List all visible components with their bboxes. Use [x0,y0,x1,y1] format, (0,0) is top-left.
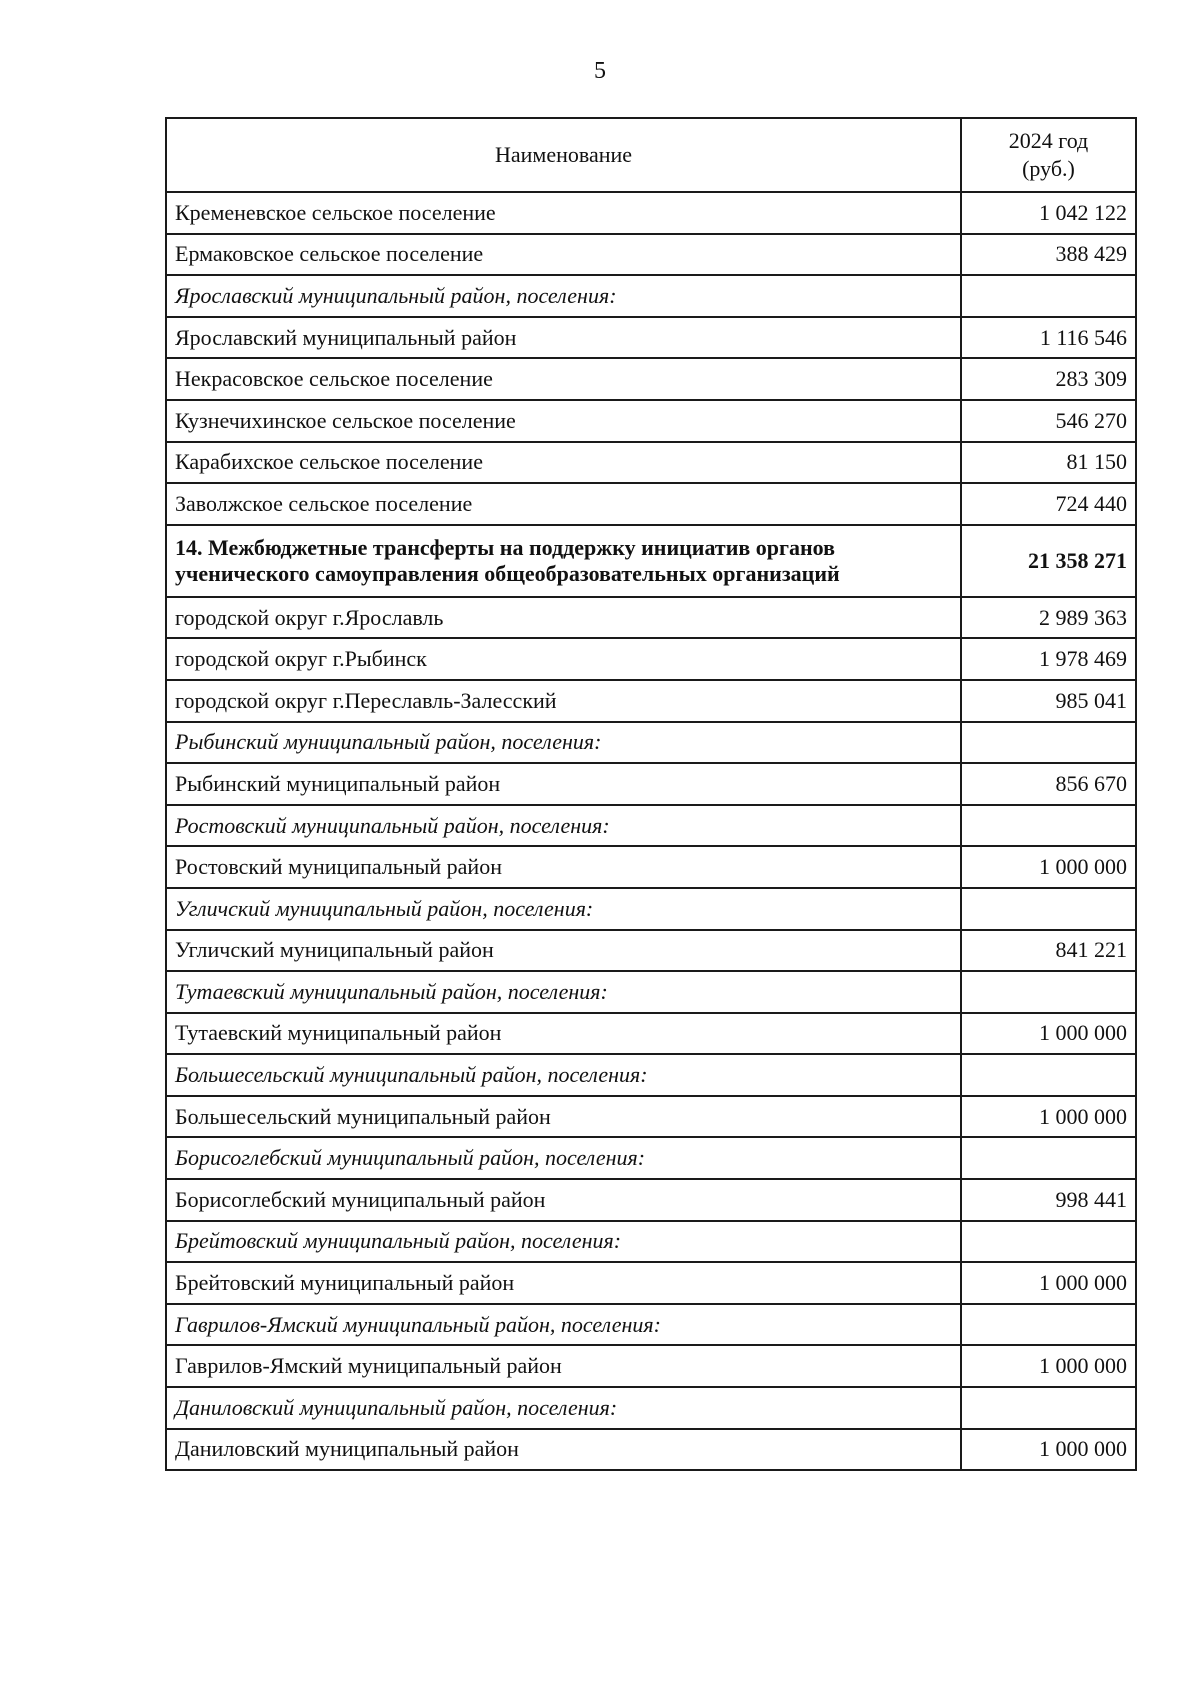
row-value-cell [961,1387,1136,1429]
row-value-cell: 1 116 546 [961,317,1136,359]
row-value-cell [961,1304,1136,1346]
row-value-cell: 856 670 [961,763,1136,805]
row-value-cell: 546 270 [961,400,1136,442]
table-row [166,1013,1136,1055]
row-value-cell: 1 042 122 [961,192,1136,234]
row-name-cell: Ростовский муниципальный район, поселения: [166,805,961,847]
row-name-cell: Рыбинский муниципальный район, поселения: [166,722,961,764]
table-row [166,1262,1136,1304]
row-name-cell: Борисоглебский муниципальный район, поселения: [166,1137,961,1179]
row-value-cell [961,1221,1136,1263]
column-header-year: 2024 год [1008,128,1089,153]
row-value-cell [961,722,1136,764]
row-value-cell: 724 440 [961,483,1136,525]
table-row [166,930,1136,972]
table-row [166,638,1136,680]
row-name-cell: Гаврилов-Ямский муниципальный район [166,1345,961,1387]
group-heading-row [166,1304,1136,1346]
group-heading-row [166,1221,1136,1263]
table-row [166,358,1136,400]
row-value-cell: 283 309 [961,358,1136,400]
table-body [166,192,1136,1470]
row-value-cell: 1 978 469 [961,638,1136,680]
row-name-cell: Ермаковское сельское поселение [166,234,961,276]
table-row [166,192,1136,234]
row-name-cell: 14. Межбюджетные трансферты на поддержку инициатив органов ученического самоуправления общеобразовательных организаций [166,525,961,597]
group-heading-row [166,1054,1136,1096]
row-value-cell [961,1137,1136,1179]
row-value-cell: 1 000 000 [961,1262,1136,1304]
row-value-cell: 21 358 271 [961,525,1136,597]
row-name-cell: Кузнечихинское сельское поселение [166,400,961,442]
row-name-cell: Рыбинский муниципальный район [166,763,961,805]
row-name-cell: Некрасовское сельское поселение [166,358,961,400]
row-value-cell: 998 441 [961,1179,1136,1221]
row-name-cell: Большесельский муниципальный район, поселения: [166,1054,961,1096]
row-value-cell [961,1054,1136,1096]
group-heading-row [166,275,1136,317]
table-row [166,483,1136,525]
row-name-cell: Большесельский муниципальный район [166,1096,961,1138]
row-name-cell: Карабихское сельское поселение [166,442,961,484]
page-number: 5 [594,58,606,84]
row-name-cell: Угличский муниципальный район, поселения: [166,888,961,930]
row-value-cell: 985 041 [961,680,1136,722]
row-name-cell: Ростовский муниципальный район [166,846,961,888]
row-name-cell: городской округ г.Ярославль [166,597,961,639]
row-name-cell: городской округ г.Переславль-Залесский [166,680,961,722]
column-header-value [961,118,1136,192]
row-name-cell: Угличский муниципальный район [166,930,961,972]
row-value-cell: 841 221 [961,930,1136,972]
table-row [166,1096,1136,1138]
row-value-cell: 1 000 000 [961,1345,1136,1387]
row-value-cell [961,971,1136,1013]
table-row [166,1429,1136,1471]
table-row [166,1345,1136,1387]
row-name-cell: Брейтовский муниципальный район [166,1262,961,1304]
table-header-row [166,118,1136,192]
row-value-cell [961,888,1136,930]
row-value-cell: 1 000 000 [961,1429,1136,1471]
row-name-cell: Ярославский муниципальный район, поселения: [166,275,961,317]
group-heading-row [166,1137,1136,1179]
column-header-unit: (руб.) [1022,156,1075,181]
table-row [166,763,1136,805]
table-row [166,680,1136,722]
row-value-cell: 1 000 000 [961,846,1136,888]
group-heading-row [166,888,1136,930]
table-row [166,597,1136,639]
row-name-cell: Кременевское сельское поселение [166,192,961,234]
group-heading-row [166,971,1136,1013]
table-row [166,400,1136,442]
row-name-cell: Заволжское сельское поселение [166,483,961,525]
row-value-cell [961,805,1136,847]
table-row [166,234,1136,276]
table-row [166,442,1136,484]
row-name-cell: Ярославский муниципальный район [166,317,961,359]
row-name-cell: Гаврилов-Ямский муниципальный район, поселения: [166,1304,961,1346]
row-value-cell: 388 429 [961,234,1136,276]
group-heading-row [166,1387,1136,1429]
row-value-cell: 81 150 [961,442,1136,484]
section-total-row [166,525,1136,597]
column-header-name: Наименование [166,118,961,192]
table-row [166,317,1136,359]
row-name-cell: Даниловский муниципальный район, поселения: [166,1387,961,1429]
row-name-cell: Тутаевский муниципальный район, поселения: [166,971,961,1013]
row-name-cell: городской округ г.Рыбинск [166,638,961,680]
row-name-cell: Борисоглебский муниципальный район [166,1179,961,1221]
row-name-cell: Даниловский муниципальный район [166,1429,961,1471]
row-name-cell: Тутаевский муниципальный район [166,1013,961,1055]
row-value-cell: 1 000 000 [961,1013,1136,1055]
group-heading-row [166,805,1136,847]
row-value-cell: 2 989 363 [961,597,1136,639]
budget-table [165,117,1137,1471]
table-row [166,1179,1136,1221]
row-value-cell: 1 000 000 [961,1096,1136,1138]
row-value-cell [961,275,1136,317]
row-name-cell: Брейтовский муниципальный район, поселения: [166,1221,961,1263]
group-heading-row [166,722,1136,764]
table-row [166,846,1136,888]
